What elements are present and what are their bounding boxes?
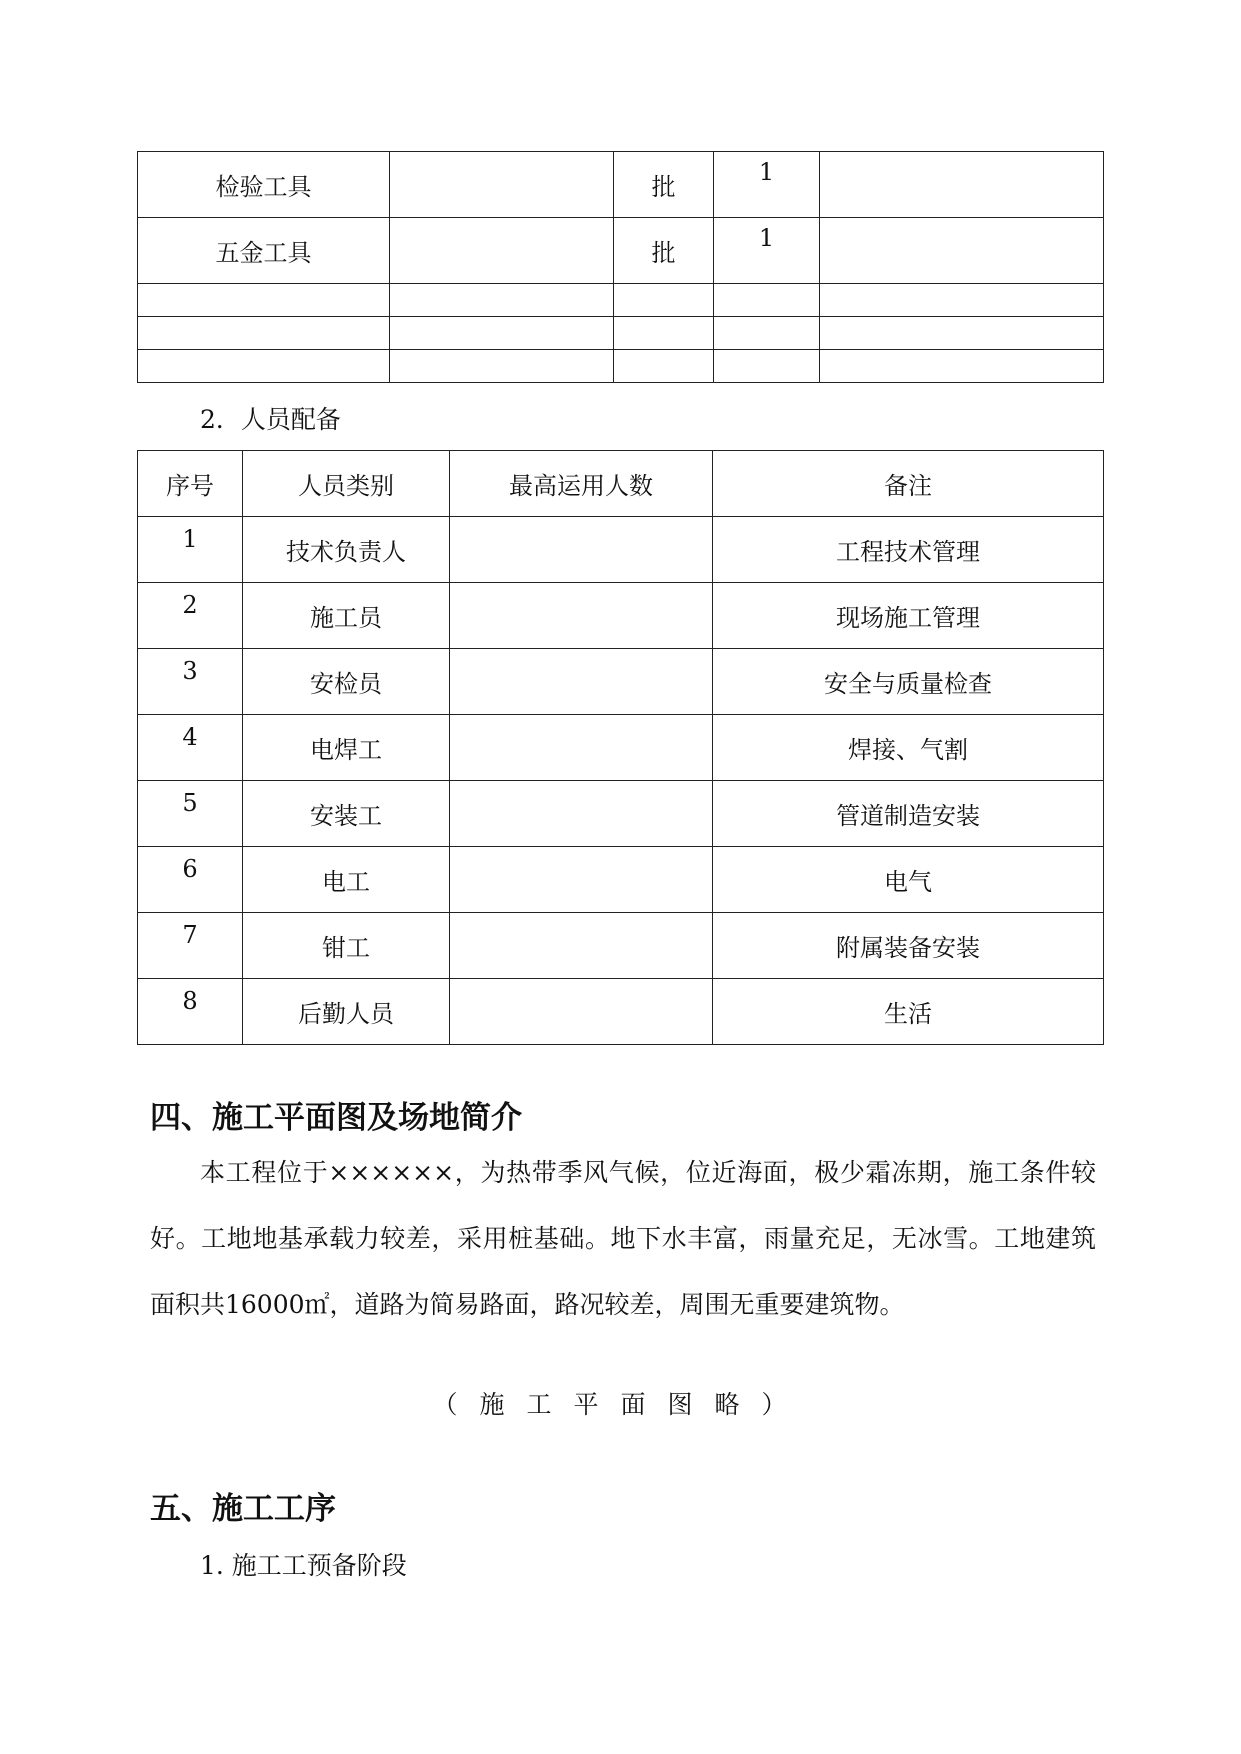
table-row	[138, 583, 1104, 649]
staff-note: 电气	[713, 847, 1104, 913]
table-row	[138, 152, 1104, 218]
table-header-row	[138, 451, 1104, 517]
tools-table	[137, 151, 1104, 383]
table-row	[138, 218, 1104, 284]
table-row	[138, 913, 1104, 979]
empty-table-row	[138, 284, 1104, 317]
staff-note: 工程技术管理	[713, 517, 1104, 583]
header-max: 最高运用人数	[450, 451, 713, 517]
staff-no: 5	[138, 781, 243, 847]
table-row	[138, 781, 1104, 847]
staff-max	[450, 913, 713, 979]
empty-cell	[390, 317, 614, 350]
process-step-item: 1. 施工工预备阶段	[200, 1551, 407, 1580]
staff-no: 4	[138, 715, 243, 781]
staff-category: 施工员	[243, 583, 450, 649]
staffing-label: 2．人员配备	[200, 405, 341, 434]
staff-category: 钳工	[243, 913, 450, 979]
empty-cell	[820, 284, 1104, 317]
section-heading-process: 五、施工工序	[150, 1491, 336, 1527]
staff-max	[450, 517, 713, 583]
empty-cell	[614, 350, 714, 383]
header-note: 备注	[713, 451, 1104, 517]
staff-note: 管道制造安装	[713, 781, 1104, 847]
staff-max	[450, 649, 713, 715]
staff-no: 8	[138, 979, 243, 1045]
staff-max	[450, 979, 713, 1045]
table-row	[138, 517, 1104, 583]
staff-no: 2	[138, 583, 243, 649]
staff-no: 7	[138, 913, 243, 979]
table-row	[138, 715, 1104, 781]
staff-no: 3	[138, 649, 243, 715]
empty-cell	[714, 317, 820, 350]
table-row	[138, 979, 1104, 1045]
staff-max	[450, 715, 713, 781]
empty-cell	[390, 284, 614, 317]
staff-category: 后勤人员	[243, 979, 450, 1045]
tool-qty: 1	[714, 152, 820, 218]
staff-category: 电焊工	[243, 715, 450, 781]
empty-cell	[614, 284, 714, 317]
empty-cell	[714, 350, 820, 383]
staff-note: 生活	[713, 979, 1104, 1045]
tool-spec	[390, 152, 614, 218]
staff-category: 电工	[243, 847, 450, 913]
empty-cell	[820, 350, 1104, 383]
staff-max	[450, 781, 713, 847]
staff-note: 附属装备安装	[713, 913, 1104, 979]
site-description: 本工程位于××××××，为热带季风气候，位近海面，极少霜冻期，施工条件较好。工地地基承载力较差，采用桩基础。地下水丰富，雨量充足，无冰雪。工地建筑面积共16000㎡，道路为简易路面，路况较差，周围无重要建筑物。	[150, 1158, 1096, 1319]
empty-table-row	[138, 317, 1104, 350]
plan-caption: （施工平面图略）	[432, 1390, 809, 1419]
header-category: 人员类别	[243, 451, 450, 517]
staff-no: 6	[138, 847, 243, 913]
section-heading-site: 四、施工平面图及场地简介	[150, 1100, 522, 1136]
tool-unit: 批	[614, 152, 714, 218]
tool-name: 检验工具	[138, 152, 390, 218]
staffing-table	[137, 450, 1104, 1045]
tool-name: 五金工具	[138, 218, 390, 284]
table-row	[138, 847, 1104, 913]
empty-cell	[714, 284, 820, 317]
staff-note: 现场施工管理	[713, 583, 1104, 649]
empty-table-row	[138, 350, 1104, 383]
tool-qty: 1	[714, 218, 820, 284]
tool-note	[820, 152, 1104, 218]
tool-note	[820, 218, 1104, 284]
staff-max	[450, 583, 713, 649]
header-no: 序号	[138, 451, 243, 517]
tool-unit: 批	[614, 218, 714, 284]
empty-cell	[138, 350, 390, 383]
empty-cell	[820, 317, 1104, 350]
empty-cell	[138, 317, 390, 350]
empty-cell	[138, 284, 390, 317]
staff-category: 安装工	[243, 781, 450, 847]
staff-no: 1	[138, 517, 243, 583]
empty-cell	[390, 350, 614, 383]
staff-category: 技术负责人	[243, 517, 450, 583]
tool-spec	[390, 218, 614, 284]
staff-note: 焊接、气割	[713, 715, 1104, 781]
staff-category: 安检员	[243, 649, 450, 715]
empty-cell	[614, 317, 714, 350]
staff-max	[450, 847, 713, 913]
staff-note: 安全与质量检查	[713, 649, 1104, 715]
table-row	[138, 649, 1104, 715]
